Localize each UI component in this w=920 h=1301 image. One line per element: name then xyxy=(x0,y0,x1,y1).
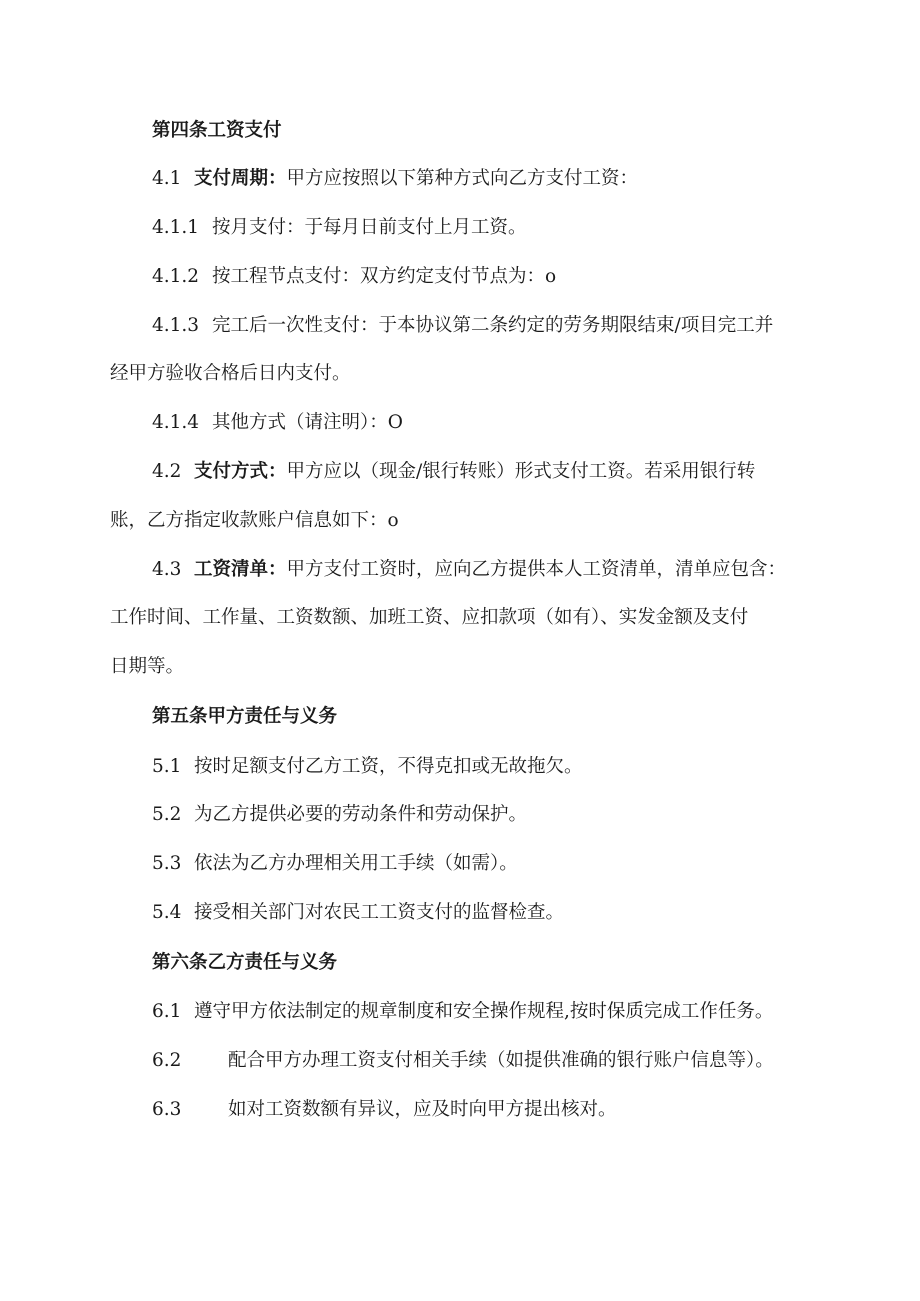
clause-number: 4.1.3 xyxy=(152,315,200,336)
clause-number: 4.1.2 xyxy=(152,266,200,287)
clause-text: 甲方支付工资时，应向乙方提供本人工资清单，清单应包含： xyxy=(286,559,787,580)
clause-number: 4.3 xyxy=(152,559,182,580)
clause-4-3-continued-2: 日期等。 xyxy=(110,656,185,677)
clause-4-2 xyxy=(152,459,755,485)
clause-6-2 xyxy=(152,1048,774,1074)
clause-5-3 xyxy=(152,851,518,877)
clause-number: 5.1 xyxy=(152,756,182,777)
clause-number: 5.4 xyxy=(152,902,182,923)
clause-4-1 xyxy=(152,166,638,192)
clause-4-1-4 xyxy=(152,410,403,436)
clause-6-1 xyxy=(152,999,773,1025)
clause-number: 5.2 xyxy=(152,804,182,825)
clause-4-1-2 xyxy=(152,264,556,290)
clause-text: 依法为乙方办理相关用工手续（如需）。 xyxy=(194,853,518,874)
article4-title: 第四条工资支付 xyxy=(152,120,282,141)
clause-4-1-3 xyxy=(152,313,773,339)
clause-label: 支付方式： xyxy=(194,461,287,482)
clause-number: 5.3 xyxy=(152,853,182,874)
clause-number: 4.1 xyxy=(152,168,182,189)
clause-number: 4.2 xyxy=(152,461,182,482)
clause-text: 接受相关部门对农民工工资支付的监督检查。 xyxy=(194,902,565,923)
clause-text: 遵守甲方依法制定的规章制度和安全操作规程,按时保质完成工作任务。 xyxy=(194,1001,774,1022)
clause-text: 其他方式（请注明）：O xyxy=(212,412,403,433)
clause-label: 支付周期： xyxy=(194,168,287,189)
clause-5-2 xyxy=(152,802,527,828)
clause-text: 甲方应按照以下第种方式向乙方支付工资： xyxy=(286,168,639,189)
clause-text: 如对工资数额有异议，应及时向甲方提出核对。 xyxy=(228,1099,617,1120)
clause-text: 为乙方提供必要的劳动条件和劳动保护。 xyxy=(194,804,528,825)
clause-5-4 xyxy=(152,900,564,926)
clause-4-3 xyxy=(152,557,786,583)
clause-4-1-3-continued: 经甲方验收合格后日内支付。 xyxy=(110,363,351,384)
clause-text: 甲方应以（现金/银行转账）形式支付工资。若采用银行转 xyxy=(286,461,756,482)
clause-text: 按时足额支付乙方工资，不得克扣或无故拖欠。 xyxy=(194,756,583,777)
clause-6-3 xyxy=(152,1097,617,1123)
clause-number: 6.1 xyxy=(152,1001,182,1022)
article6-title: 第六条乙方责任与义务 xyxy=(152,952,338,973)
clause-number: 6.3 xyxy=(152,1099,182,1120)
clause-4-1-1 xyxy=(152,215,527,241)
clause-text: 按工程节点支付：双方约定支付节点为：o xyxy=(212,266,557,287)
clause-number: 4.1.1 xyxy=(152,217,200,238)
clause-text: 配合甲方办理工资支付相关手续（如提供准确的银行账户信息等）。 xyxy=(228,1050,774,1071)
clause-text: 按月支付：于每月日前支付上月工资。 xyxy=(212,217,527,238)
clause-5-1 xyxy=(152,754,583,780)
clause-number: 4.1.4 xyxy=(152,412,200,433)
clause-label: 工资清单： xyxy=(194,559,287,580)
clause-number: 6.2 xyxy=(152,1050,182,1071)
clause-text: 完工后一次性支付：于本协议第二条约定的劳务期限结束/项目完工并 xyxy=(212,315,774,336)
clause-4-3-continued-1: 工作时间、工作量、工资数额、加班工资、应扣款项（如有）、实发金额及支付 xyxy=(110,607,749,628)
article5-title: 第五条甲方责任与义务 xyxy=(152,706,338,727)
clause-4-2-continued: 账，乙方指定收款账户信息如下：o xyxy=(110,510,399,531)
